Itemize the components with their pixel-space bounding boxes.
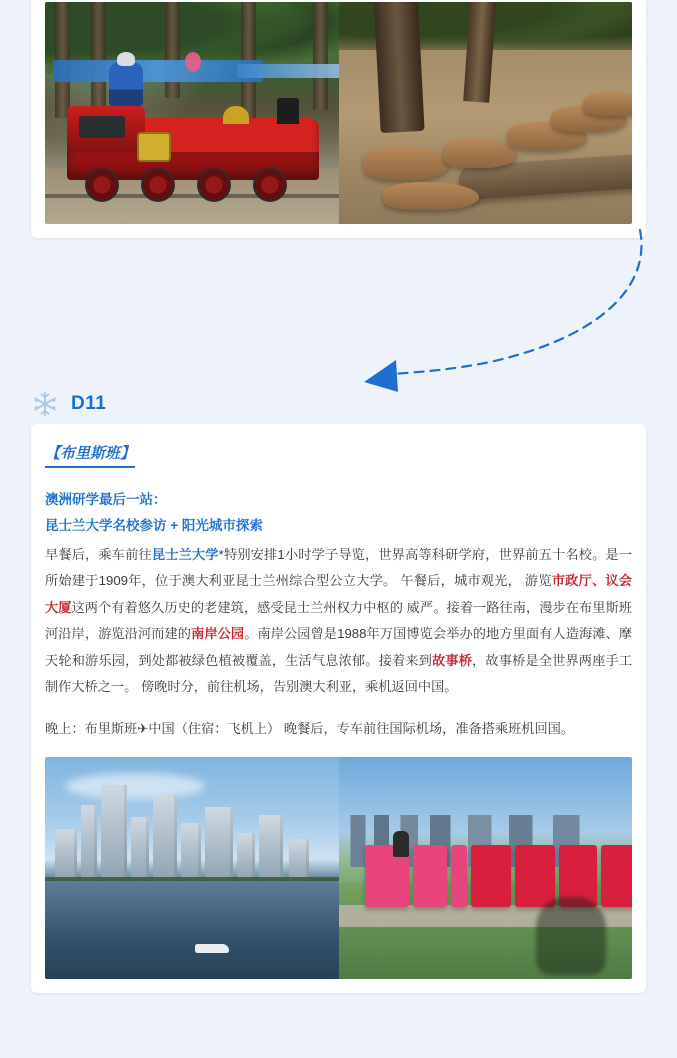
photo-brisbane-sign [339,757,633,979]
train-wheel [253,168,287,202]
building [259,815,283,881]
itinerary-paragraph [45,542,632,700]
photo-brisbane-river [45,757,339,979]
kangaroo [443,138,517,168]
photo-kangaroos [339,2,633,224]
paragraph-segment-8: ，故事桥是全世界两座手工制作大桥之一。 傍晚时分，前往机场，告别澳大利亚，乘机返回中国。 [45,652,633,695]
paragraph-segment-6: 。南岸公园曾是1988年万国博览会举办的地方里面有人造海滩、摩天轮和游乐园，到处都被绿色植被覆盖，生活气息浓郁。接着来到 [45,626,633,668]
bottom-photo-row [45,757,632,979]
sign-letter-S [471,845,511,907]
sign-letter-I [451,845,467,907]
paragraph-segment-2: *特别安排1小时学子导览，世界高等科研学府，世界前五十名校。是一所始建于1909年，位于澳大利亚昆士兰州综合型公立大学。 午餐后，城市观光， 游览 [45,547,633,589]
day-label: D11 [71,393,107,414]
paragraph-segment-1: 昆士兰大学 [151,547,219,562]
balloon [185,52,201,72]
evening-paragraph: 晚上：布里斯班✈中国（住宿：飞机上） 晚餐后，专车前往国际机场，准备搭乘班机回国。 [45,721,575,737]
train-wheel [85,168,119,202]
blue-tarp [237,64,339,78]
top-photo-row [45,2,632,224]
blue-tarp [53,60,263,82]
lead-line-1: 澳洲研学最后一站： [45,492,167,507]
building [131,817,149,881]
photo-miniature-train [45,2,339,224]
train-smokestack [277,98,299,124]
train-driver [109,62,143,106]
train-wheel [141,168,175,202]
paragraph-segment-0: 早餐后，乘车前往 [45,547,152,562]
paragraph-segment-3: 市政厅、议会大厦 [45,573,632,615]
cloud [65,773,205,799]
kangaroo [383,182,479,210]
building [153,795,177,881]
building [101,785,127,881]
boat [195,944,229,953]
sign-letter-N [601,845,633,907]
paragraph-segment-5: 南岸公园 [191,626,245,642]
lead-line-2: 昆士兰大学名校参访 + 阳光城市探索 [45,518,263,533]
building [289,839,309,881]
sign-letter-R [413,845,447,907]
paragraph-segment-4: 这两个有着悠久历史的老建筑，感受昆士兰州权力中枢的 威严。接着一路往南，漫步在布里斯班河沿岸，游览沿河而建的 [45,599,632,642]
building [205,807,233,881]
kangaroo [363,146,449,180]
kangaroo [583,92,633,116]
tree-trunk [373,2,424,133]
snowflake-icon [31,390,59,418]
building [181,823,201,881]
dashed-curved-arrow [340,222,660,422]
train-emblem [137,132,171,162]
person-on-letter [393,831,409,857]
top-photo-card [31,0,646,238]
train-wheel [197,168,231,202]
itinerary-text-card [31,424,646,993]
brisbane-river [45,881,339,979]
tree-trunk [313,2,328,110]
paragraph-segment-7: 故事桥 [432,652,473,668]
building [55,829,77,881]
building [237,833,255,881]
building [81,805,97,881]
train-dome [223,106,249,124]
photographer-shadow [536,897,606,975]
city-tag: 【布里斯班】 [45,442,135,468]
day-heading [31,390,106,418]
train-cab [67,106,145,152]
sign-letter-B [515,845,555,907]
tree-trunk [165,2,180,98]
